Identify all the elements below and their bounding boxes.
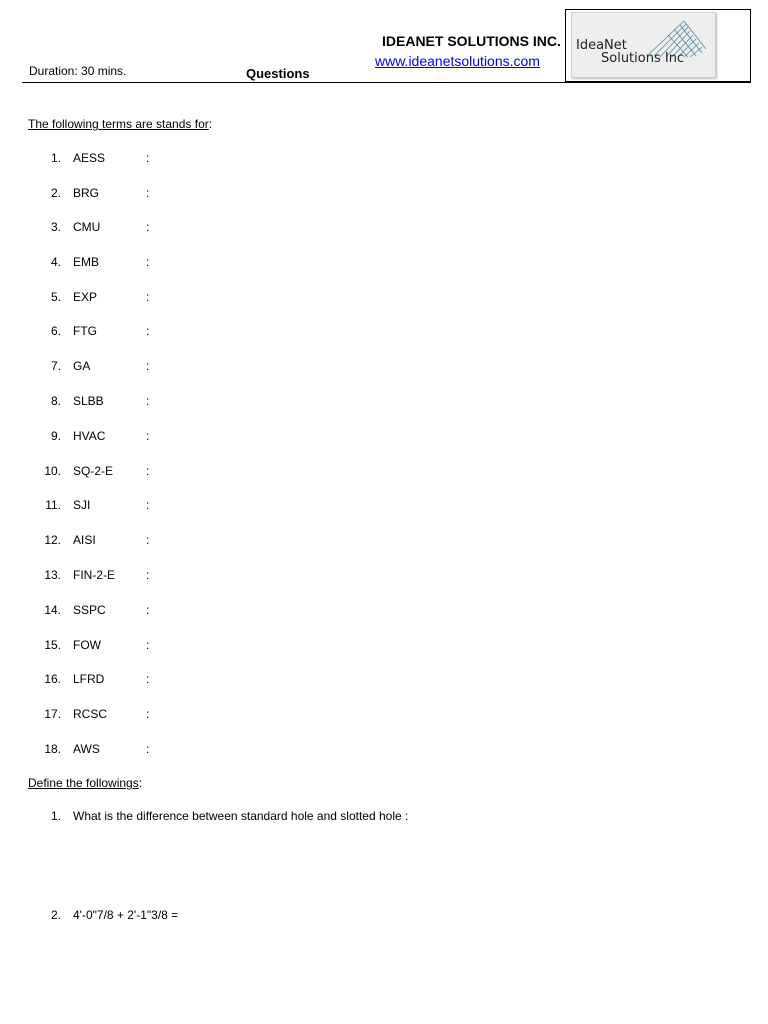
item-colon: :: [146, 255, 150, 269]
item-colon: :: [146, 603, 150, 617]
item-number: 4.: [50, 255, 61, 269]
item-term: AWS: [73, 742, 100, 756]
item-colon: :: [146, 394, 150, 408]
logo-text-line1: IdeaNet: [576, 38, 627, 53]
item-colon: :: [146, 151, 150, 165]
item-number: 6.: [50, 324, 61, 338]
item-number: 1.: [50, 809, 61, 823]
item-number: 2.: [50, 186, 61, 200]
item-number: 8.: [50, 394, 61, 408]
item-term: SLBB: [73, 394, 104, 408]
item-number: 17.: [44, 707, 61, 721]
item-number: 13.: [44, 568, 61, 582]
define-heading-colon: :: [138, 776, 143, 790]
item-colon: :: [146, 568, 150, 582]
question-text: 4'-0"7/8 + 2'-1"3/8 =: [73, 908, 179, 922]
item-colon: :: [146, 186, 150, 200]
item-colon: :: [146, 220, 150, 234]
item-colon: :: [146, 707, 150, 721]
terms-section-heading: [28, 117, 212, 131]
define-heading-text: Define the followings: [28, 776, 139, 790]
item-colon: :: [146, 429, 150, 443]
item-term: FIN-2-E: [73, 568, 115, 582]
item-term: AESS: [73, 151, 106, 165]
logo-frame: [565, 9, 751, 82]
item-number: 14.: [44, 603, 61, 617]
item-colon: :: [146, 464, 150, 478]
item-colon: :: [146, 324, 150, 338]
item-colon: :: [146, 742, 150, 756]
item-term: HVAC: [73, 429, 106, 443]
item-number: 16.: [44, 672, 61, 686]
item-term: GA: [73, 359, 91, 373]
item-term: SJI: [73, 498, 91, 512]
logo-text-line2: Solutions Inc: [601, 51, 685, 66]
item-number: 10.: [44, 464, 61, 478]
duration-label: Duration: 30 mins.: [29, 64, 127, 78]
item-term: EXP: [73, 290, 98, 304]
item-number: 12.: [44, 533, 61, 547]
item-term: EMB: [73, 255, 100, 269]
item-term: FTG: [73, 324, 97, 338]
item-term: BRG: [73, 186, 100, 200]
item-term: LFRD: [73, 672, 105, 686]
company-logo: [571, 12, 716, 78]
item-number: 15.: [44, 638, 61, 652]
item-term: SSPC: [73, 603, 106, 617]
question-text: What is the difference between standard hole and slotted hole :: [73, 809, 409, 823]
define-section-heading: [28, 776, 142, 790]
terms-heading-colon: :: [208, 117, 213, 131]
item-number: 11.: [45, 498, 61, 512]
item-colon: :: [146, 672, 150, 686]
item-colon: :: [146, 638, 150, 652]
item-term: AISI: [73, 533, 96, 547]
company-name: IDEANET SOLUTIONS INC.: [382, 33, 561, 49]
item-colon: :: [146, 359, 150, 373]
item-number: 3.: [50, 220, 61, 234]
page-title: Questions: [246, 66, 310, 81]
item-number: 9.: [50, 429, 61, 443]
item-number: 5.: [50, 290, 61, 304]
item-term: CMU: [73, 220, 101, 234]
item-number: 1.: [50, 151, 61, 165]
item-colon: :: [146, 498, 150, 512]
item-colon: :: [146, 290, 150, 304]
item-number: 2.: [50, 908, 61, 922]
company-website-link[interactable]: www.ideanetsolutions.com: [375, 53, 540, 69]
terms-heading-text: The following terms are stands for: [28, 117, 209, 131]
header-divider: [22, 82, 751, 83]
item-colon: :: [146, 533, 150, 547]
item-number: 7.: [50, 359, 61, 373]
item-number: 18.: [44, 742, 61, 756]
item-term: SQ-2-E: [73, 464, 114, 478]
item-term: FOW: [73, 638, 101, 652]
item-term: RCSC: [73, 707, 108, 721]
